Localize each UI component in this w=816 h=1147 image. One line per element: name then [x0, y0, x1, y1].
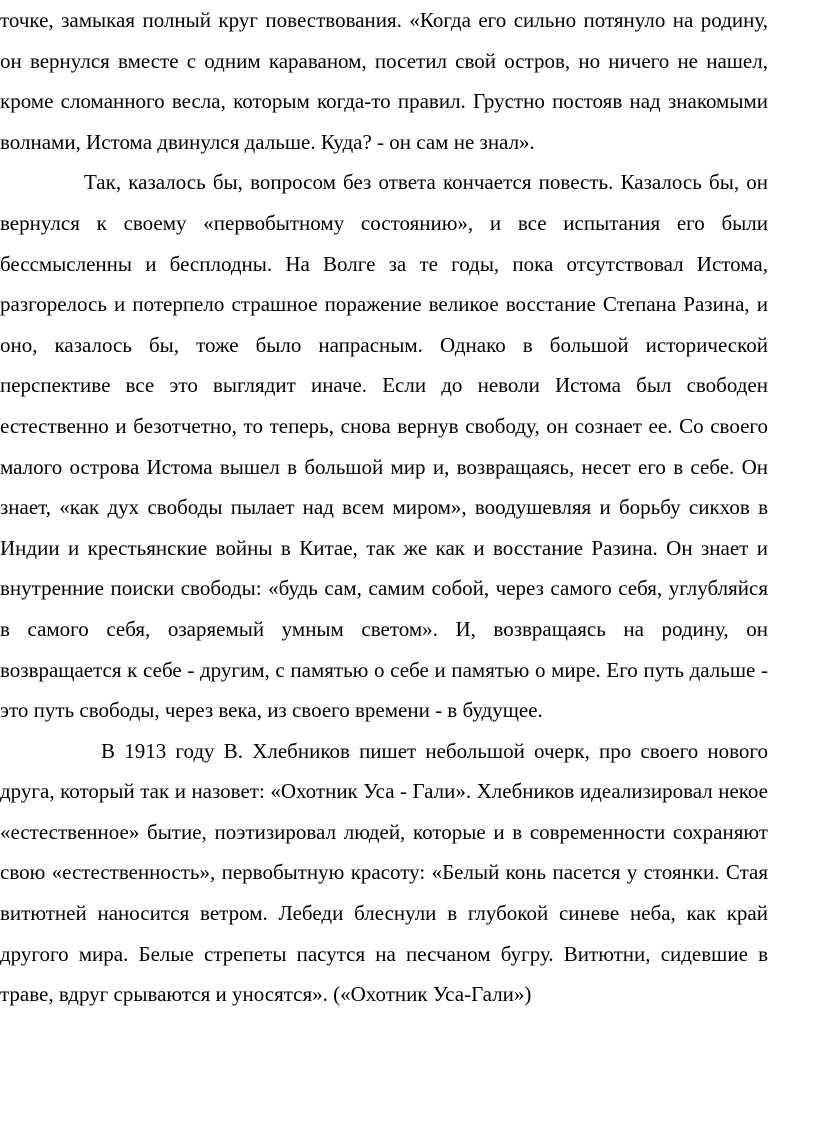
- paragraph-continuation: точке, замыкая полный круг повествования. «Когда его сильно потянуло на родину, он вернулся вместе с одним караваном, посетил свой остров, но ничего не нашел, кроме сломанного весла, которым когда-то правил. Грустно постояв над знакомыми волнами, Истома двинулся дальше. Куда? - он сам не знал».: [0, 8, 768, 154]
- paragraph-khlebnikov: В 1913 году В. Хлебников пишет небольшой очерк, про своего нового друга, который так и назовет: «Охотник Уса - Гали». Хлебников идеализировал некое «естественное» бытие, поэтизировал людей, которые и в современности сохраняют свою «естественность», первобытную красоту: «Белый конь пасется у стоянки. Стая витютней наносится ветром. Лебеди блеснули в глубокой синеве неба, как край другого мира. Белые стрепеты пасутся на песчаном бугру. Витютни, сидевшие в траве, вдруг срываются и уносятся». («Охотник Уса-Гали»): [0, 738, 768, 1007]
- paragraph-istoma-freedom: Так, казалось бы, вопросом без ответа кончается повесть. Казалось бы, он вернулся к своему «первобытному состоянию», и все испытания его были бессмысленны и бесплодны. На Волге за те годы, пока отсутствовал Истома, разгорелось и потерпело страшное поражение великое восстание Степана Разина, и оно, казалось бы, тоже было напрасным. Однако в большой исторической перспективе все это выглядит иначе. Если до неволи Истома был свободен естественно и безотчетно, то теперь, снова вернув свободу, он сознает ее. Со своего малого острова Истома вышел в большой мир и, возвращаясь, несет его в себе. Он знает, «как дух свободы пылает над всем миром», воодушевляя и борьбу сикхов в Индии и крестьянские войны в Китае, так же как и восстание Разина. Он знает и внутренние поиски свободы: «будь сам, самим собой, через самого себя, углубляйся в самого себя, озаряемый умным светом». И, возвращаясь на родину, он возвращается к себе - другим, с памятью о себе и памятью о мире. Его путь дальше - это путь свободы, через века, из своего времени - в будущее.: [0, 170, 768, 723]
